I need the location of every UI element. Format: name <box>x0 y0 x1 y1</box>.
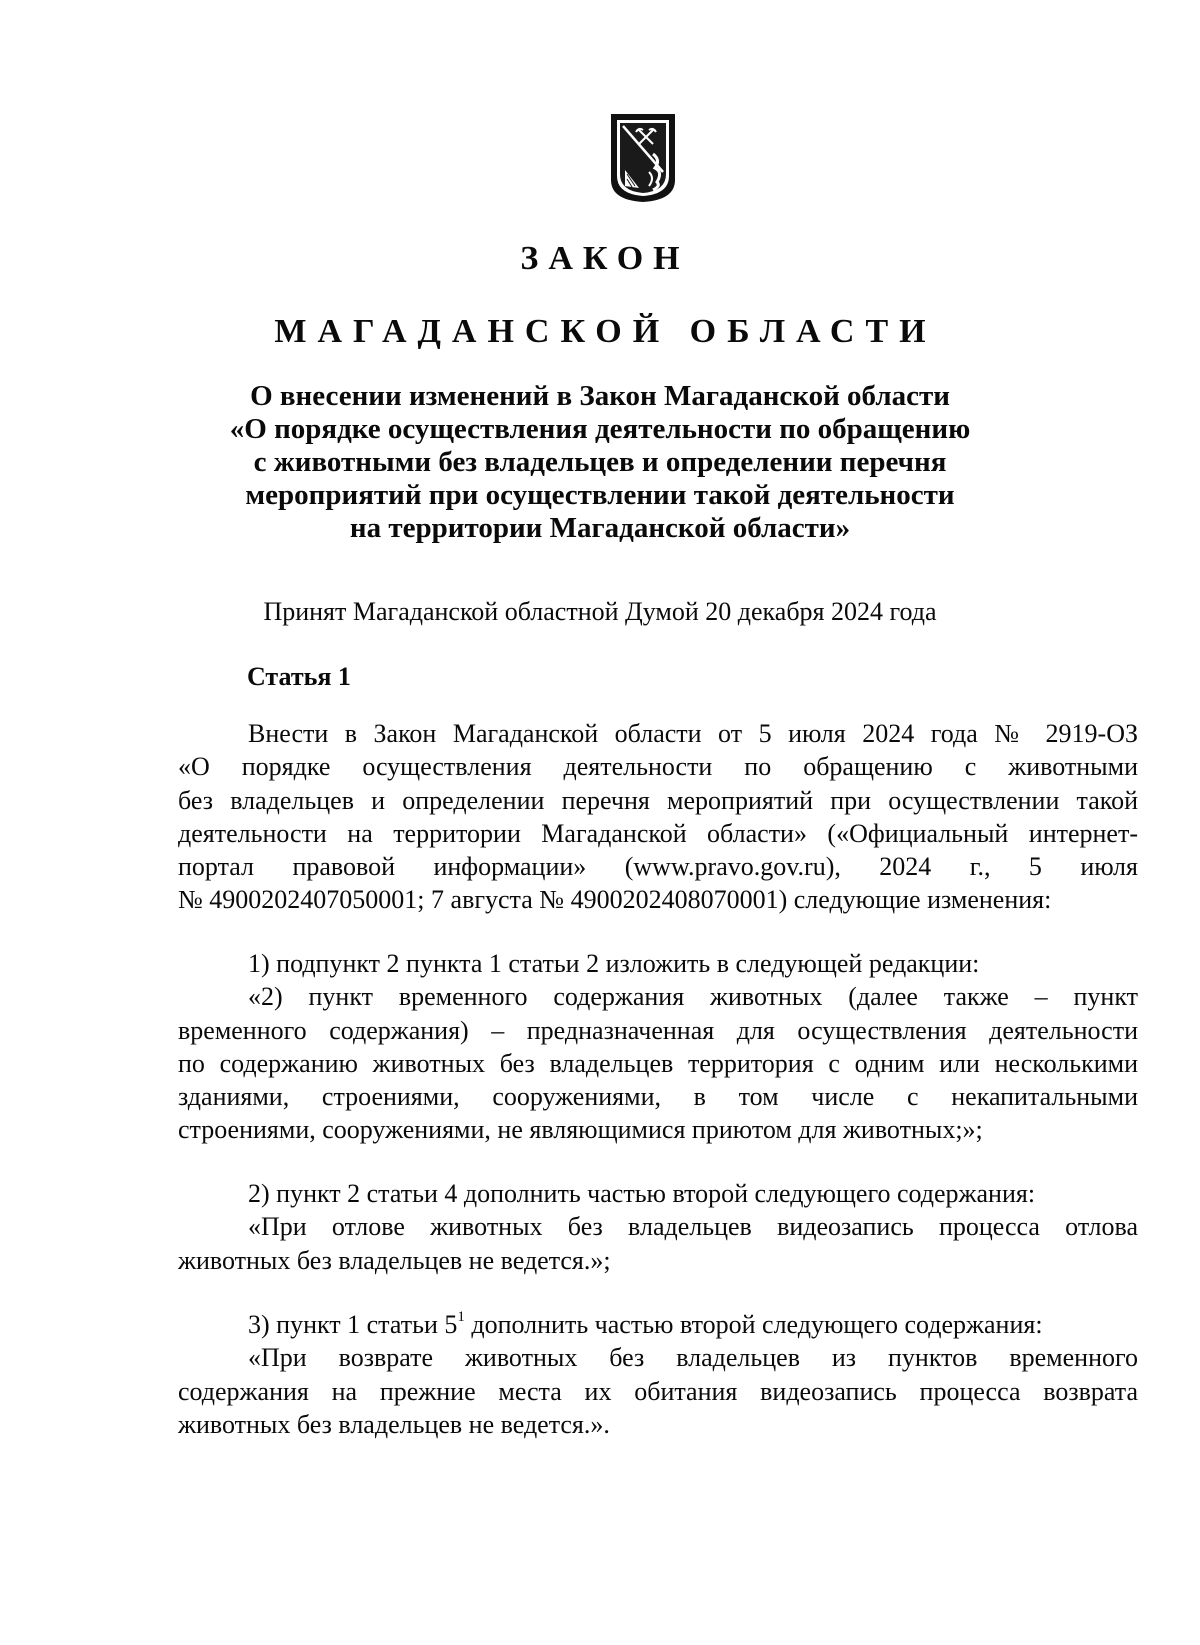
title-line: с животными без владельцев и определении перечня <box>253 446 947 478</box>
item-heading: 1) подпункт 2 пункта 1 статьи 2 изложить в следующей редакции: <box>248 949 980 978</box>
heading-text: 3) пункт 1 статьи 5 <box>248 1310 458 1339</box>
item-heading <box>178 1308 1138 1341</box>
item-heading: 2) пункт 2 статьи 4 дополнить частью второй следующего содержания: <box>248 1179 1036 1208</box>
paragraph-line: № 4900202407050001; 7 августа № 4900202408070001) следующие изменения: <box>178 885 1052 915</box>
paragraph-line: «2) пункт временного содержания животных (далее также – пункт <box>248 982 1138 1012</box>
adoption-note: Принят Магаданской областной Думой 20 декабря 2024 года <box>263 597 937 626</box>
title-line: «О порядке осуществления деятельности по обращению <box>229 413 971 445</box>
intro-paragraph <box>178 717 1138 917</box>
title-line: на территории Магаданской области» <box>349 512 851 544</box>
paragraph-line: портал правовой информации» (www.pravo.gov.ru), 2024 г., 5 июля <box>178 852 1138 882</box>
paragraph-line: «При возврате животных без владельцев из пунктов временного <box>248 1343 1138 1373</box>
superscript: 1 <box>457 1309 465 1325</box>
paragraph-line: деятельности на территории Магаданской области» («Официальный интернет- <box>178 818 1138 848</box>
paragraph-line: без владельцев и определении перечня мероприятий при осуществлении такой <box>178 785 1138 815</box>
paragraph-line: «При отлове животных без владельцев видеозапись процесса отлова <box>248 1212 1138 1242</box>
region-heading: МАГАДАНСКОЙ ОБЛАСТИ <box>274 313 937 350</box>
amendment-item-2 <box>178 1177 1138 1277</box>
amendment-item-1 <box>178 947 1138 1147</box>
paragraph-line: животных без владельцев не ведется.»; <box>178 1245 611 1275</box>
paragraph-line: строениями, сооружениями, не являющимися приютом для животных;»; <box>178 1115 983 1145</box>
coat-of-arms-icon <box>609 112 677 204</box>
paragraph-line: «О порядке осуществления деятельности по обращению с животными <box>178 752 1138 782</box>
paragraph-line: Внести в Закон Магаданской области от 5 июля 2024 года № 2919-ОЗ <box>248 719 1138 748</box>
title-line: мероприятий при осуществлении такой деятельности <box>245 479 955 511</box>
title-line: О внесении изменений в Закон Магаданской области <box>250 380 950 412</box>
paragraph-line: животных без владельцев не ведется.». <box>178 1409 610 1439</box>
heading-text: дополнить частью второй следующего содержания: <box>464 1310 1043 1339</box>
amendment-item-3 <box>178 1308 1138 1441</box>
article-heading: Статья 1 <box>247 662 351 691</box>
paragraph-line: зданиями, строениями, сооружениями, в том числе с некапитальными <box>178 1082 1138 1112</box>
paragraph-line: временного содержания) – предназначенная для осуществления деятельности <box>178 1015 1138 1045</box>
paragraph-line: содержания на прежние места их обитания видеозапись процесса возврата <box>178 1376 1138 1406</box>
paragraph-line: по содержанию животных без владельцев территория с одним или несколькими <box>178 1048 1138 1078</box>
law-title <box>150 380 1050 545</box>
law-heading: ЗАКОН <box>520 240 690 277</box>
